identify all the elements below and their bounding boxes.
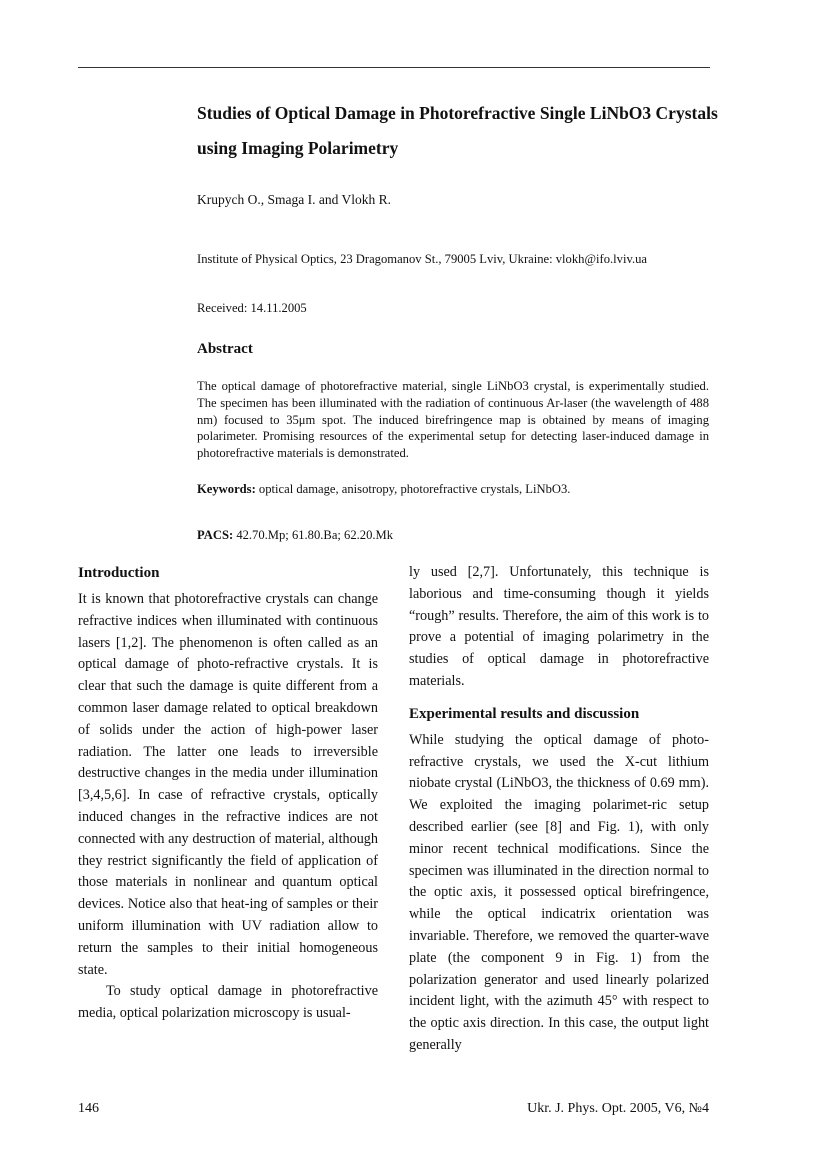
paper-title: Studies of Optical Damage in Photorefractive Single LiNbO3 Crystals using Imaging Polarimetry xyxy=(197,103,718,158)
journal-reference: Ukr. J. Phys. Opt. 2005, V6, №4 xyxy=(527,1101,709,1116)
pacs-label: PACS: xyxy=(197,528,234,542)
introduction-heading: Introduction xyxy=(78,565,160,581)
affiliation: Institute of Physical Optics, 23 Dragomanov St., 79005 Lviv, Ukraine: vlokh@ifo.lviv.ua xyxy=(197,252,647,266)
abstract-heading: Abstract xyxy=(197,341,253,357)
header-rule xyxy=(78,67,710,68)
introduction-paragraph-2: To study optical damage in photorefractive media, optical polarization microscopy is usual- xyxy=(78,983,378,1022)
pacs-text: 42.70.Mp; 61.80.Ba; 62.20.Mk xyxy=(236,528,394,542)
keywords-text: optical damage, anisotropy, photorefractive crystals, LiNbO3. xyxy=(258,482,571,496)
pacs-line xyxy=(197,528,393,543)
abstract-text: The optical damage of photorefractive material, single LiNbO3 crystal, is experimentally studied. The specimen has been illuminated with the radiation of continuous Ar-laser (the wavelength of 488 nm) focused to 35μm spot. The induced birefringence map is obtained by means of imaging polarimeter. Promising resources of the experimental setup for detecting laser-induced damage in photorefractive materials is demonstrated. xyxy=(197,379,709,461)
introduction-paragraph-1: It is known that photorefractive crystals can change refractive indices when illuminated with continuous lasers [1,2]. The phenomenon is often called as an optical damage of photo-refractive crystals. It is clear that such the damage is quite different from a common laser damage related to optical breakdown of solids under the action of high-power laser radiation. The latter one leads to irreversible destructive changes in the media under illumination [3,4,5,6]. In case of refractive crystals, optically induced changes in the refractive indices are not connected with any destruction of material, although they restrict significantly the field of application of those materials in nonlinear and quantum optical devices. Notice also that heat-ing of samples or their uniform illumination with UV radiation allow to return the samples to their initial homogeneous state. xyxy=(78,591,378,978)
received-date: Received: 14.11.2005 xyxy=(197,301,307,315)
experimental-heading: Experimental results and discussion xyxy=(409,705,640,722)
keywords-label: Keywords: xyxy=(197,482,256,496)
keywords-line xyxy=(197,482,570,497)
right-column xyxy=(409,562,709,1057)
authors: Krupych O., Smaga I. and Vlokh R. xyxy=(197,192,391,207)
left-column xyxy=(78,562,378,1025)
introduction-paragraph-3: ly used [2,7]. Unfortunately, this technique is laborious and time-consuming though it yields “rough” results. Therefore, the aim of this work is to prove a potential of imaging polarimetry in the studies of optical damage in photorefractive materials. xyxy=(409,564,709,689)
experimental-paragraph-1: While studying the optical damage of photo-refractive crystals, we used the X-cut lithium niobate crystal (LiNbO3, the thickness of 0.69 mm). We exploited the imaging polarimet-ric setup described earlier (see [8] and Fig. 1), with only minor recent technical modifications. Since the specimen was illuminated in the direction normal to the optic axis, it possessed optical birefringence, while the optical indicatrix orientation was invariable. Therefore, we removed the quarter-wave plate (the component 9 in Fig. 1) from the polarization generator and used linearly polarized incident light, with the azimuth 45° with respect to the optic axis direction. In this case, the output light generally xyxy=(409,731,709,1053)
page-number: 146 xyxy=(78,1101,99,1116)
